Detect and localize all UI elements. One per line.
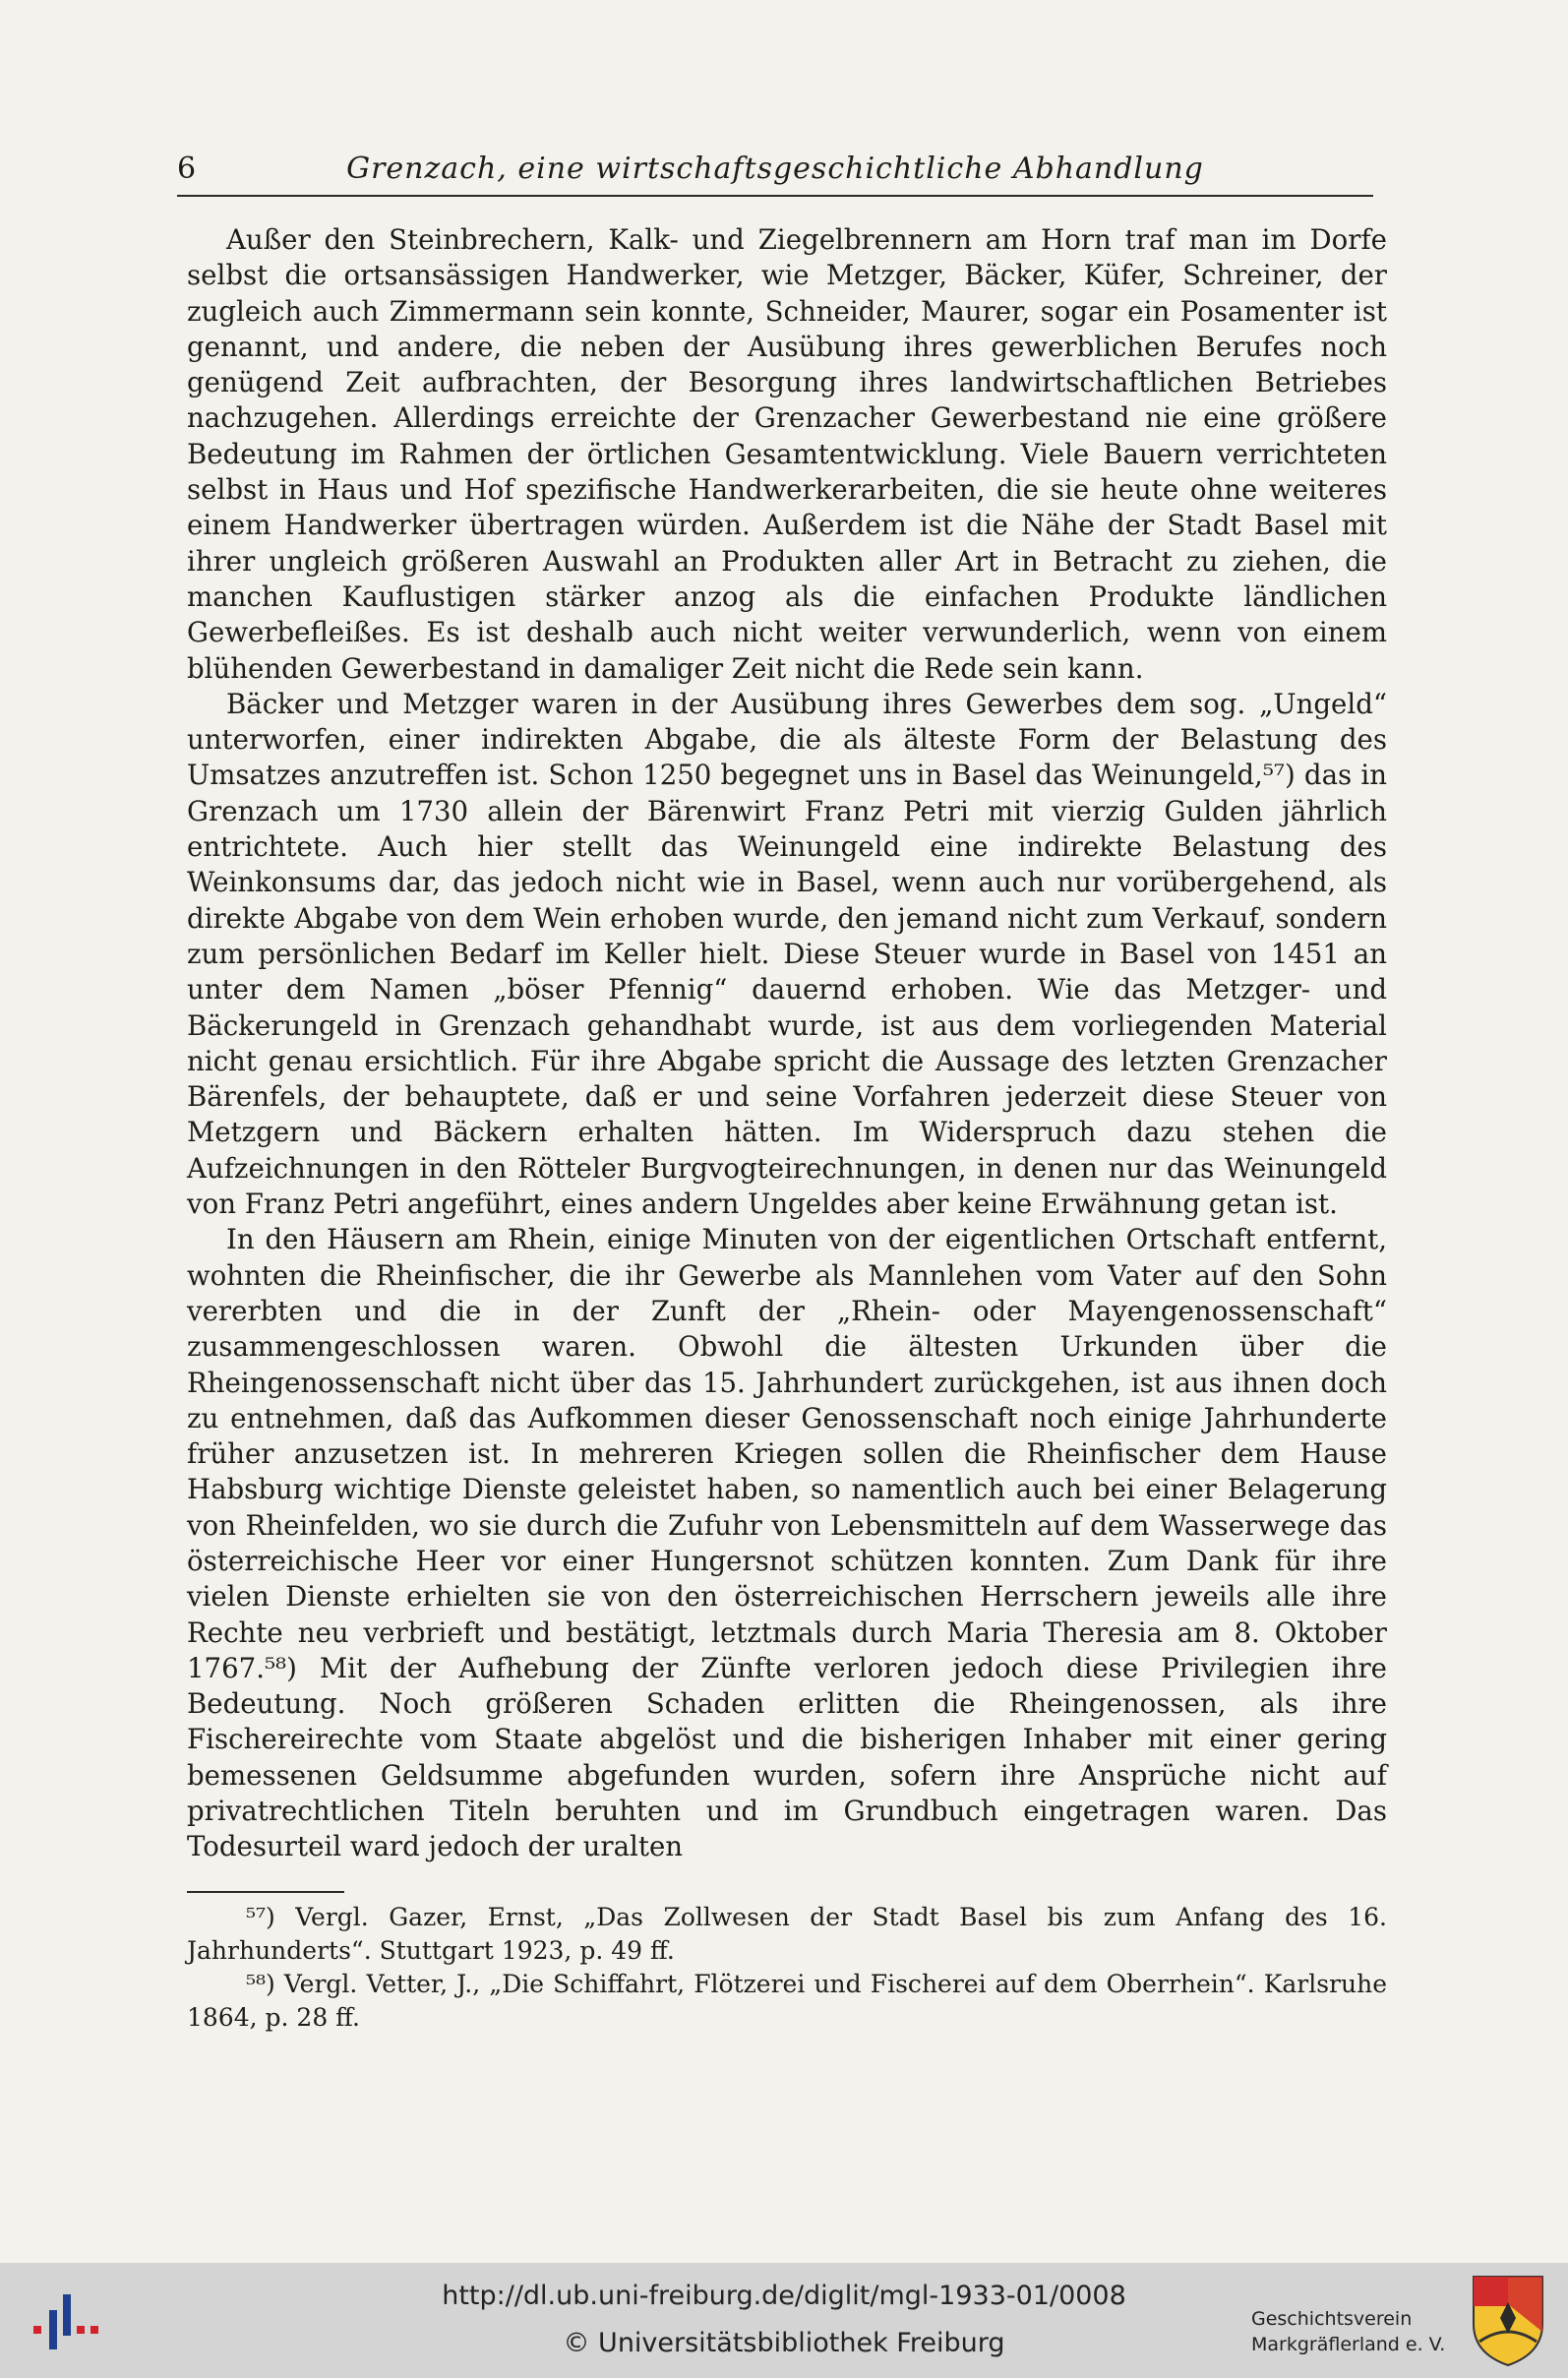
page-header	[177, 146, 1373, 197]
coat-of-arms-icon[interactable]	[1470, 2273, 1546, 2367]
viewer-footer	[0, 2263, 1568, 2378]
page-number: 6	[177, 152, 198, 186]
society-line-2: Markgräflerland e. V.	[1251, 2334, 1446, 2355]
paragraph: Außer den Steinbrechern, Kalk- und Ziegelbrennern am Horn traf man im Dorfe selbst die ortsansässigen Handwerker, wie Metzger, Bäcker, Küfer, Schreiner, der zugleich auch Zimmermann sein konnte, Schneider, Maurer, sogar ein Posamenter ist genannt, und andere, die neben der Ausübung ihres gewerblichen Berufes noch genügend Zeit aufbrachten, der Besorgung ihres landwirtschaftlichen Betriebes nachzugehen. Allerdings erreichte der Grenzacher Gewerbestand nie eine größere Bedeutung im Rahmen der örtlichen Gesamtentwicklung. Viele Bauern verrichteten selbst in Haus und Hof spezifische Handwerkerarbeiten, die sie heute ohne weiteres einem Handwerker übertragen würden. Außerdem ist die Nähe der Stadt Basel mit ihrer ungleich größeren Auswahl an Produkten aller Art in Betracht zu ziehen, die manchen Kauflustigen stärker anzog als die einfachen Produkte ländlichen Gewerbefleißes. Es ist deshalb auch nicht weiter verwunderlich, wenn von einem blühenden Gewerbestand in damaliger Zeit nicht die Rede sein kann.	[187, 223, 1387, 685]
footnote-58: ⁵⁸) Vergl. Vetter, J., „Die Schiffahrt, Flötzerei und Fischerei auf dem Oberrhein“. Karlsruhe 1864, p. 28 ff.	[187, 1970, 1387, 2032]
footnotes	[187, 1901, 1387, 2035]
footnote-divider	[187, 1891, 344, 1893]
running-title: Grenzach, eine wirtschaftsgeschichtliche Abhandlung	[346, 152, 1204, 186]
paragraph: Bäcker und Metzger waren in der Ausübung ihres Gewerbes dem sog. „Ungeld“ unterworfen, einer indirekten Abgabe, die als älteste Form der Belastung des Umsatzes anzutreffen ist. Schon 1250 begegnet uns in Basel das Weinungeld,⁵⁷) das in Grenzach um 1730 allein der Bärenwirt Franz Petri mit vierzig Gulden jährlich entrichtete. Auch hier stellt das Weinungeld eine indirekte Belastung des Weinkonsums dar, das jedoch nicht wie in Basel, wenn auch nur vorübergehend, als direkte Abgabe von dem Wein erhoben wurde, den jemand nicht zum Verkauf, sondern zum persönlichen Bedarf im Keller hielt. Diese Steuer wurde in Basel von 1451 an unter dem Namen „böser Pfennig“ dauernd erhoben. Wie das Metzger- und Bäckerungeld in Grenzach gehandhabt wurde, ist aus dem vorliegenden Material nicht genau ersichtlich. Für ihre Abgabe spricht die Aussage des letzten Grenzacher Bärenfels, der behauptete, daß er und seine Vorfahren jederzeit diese Steuer von Metzgern und Bäckern erhalten hätten. Im Widerspruch dazu stehen die Aufzeichnungen in den Rötteler Burgvogteirechnungen, in denen nur das Weinungeld von Franz Petri angeführt, eines andern Ungeldes aber keine Erwähnung getan ist.	[187, 687, 1387, 1221]
copyright-notice: © Universitätsbibliothek Freiburg	[563, 2328, 1005, 2358]
paragraph: In den Häusern am Rhein, einige Minuten von der eigentlichen Ortschaft entfernt, wohnten die Rheinfischer, die ihr Gewerbe als Mannlehen vom Vater auf den Sohn vererbten und die in der Zunft der „Rhein- oder Mayengenossenschaft“ zusammengeschlossen waren. Obwohl die ältesten Urkunden über die Rheingenossenschaft nicht über das 15. Jahrhundert zurückgehen, ist aus ihnen doch zu entnehmen, daß das Aufkommen dieser Genossenschaft noch einige Jahrhunderte früher anzusetzen ist. In mehreren Kriegen sollen die Rheinfischer dem Hause Habsburg wichtige Dienste geleistet haben, so namentlich auch bei einer Belagerung von Rheinfelden, wo sie durch die Zufuhr von Lebensmitteln auf dem Wasserwege das österreichische Heer vor einer Hungersnot schützen konnten. Zum Dank für ihre vielen Dienste erhielten sie von den österreichischen Herrschern jeweils alle ihre Rechte neu verbrieft und bestätigt, letztmals durch Maria Theresia am 8. Oktober 1767.⁵⁸) Mit der Aufhebung der Zünfte verloren jedoch diese Privilegien ihre Bedeutung. Noch größeren Schaden erlitten die Rheingenossen, als ihre Fischereirechte vom Staate abgelöst und die bisherigen Inhaber mit einer gering bemessenen Geldsumme abgefunden wurden, sofern ihre Ansprüche nicht auf privatrechtlichen Titeln beruhten und im Grundbuch eingetragen waren. Das Todesurteil ward jedoch der uralten	[187, 1223, 1387, 1863]
main-text	[187, 222, 1387, 1865]
footnote-57: ⁵⁷) Vergl. Gazer, Ernst, „Das Zollwesen der Stadt Basel bis zum Anfang des 16. Jahrhunderts“. Stuttgart 1923, p. 49 ff.	[187, 1903, 1387, 1965]
permalink-url[interactable]: http://dl.ub.uni-freiburg.de/diglit/mgl-1933-01/0008	[442, 2281, 1126, 2311]
society-line-1: Geschichtsverein	[1251, 2308, 1413, 2330]
society-name	[1251, 2306, 1458, 2357]
